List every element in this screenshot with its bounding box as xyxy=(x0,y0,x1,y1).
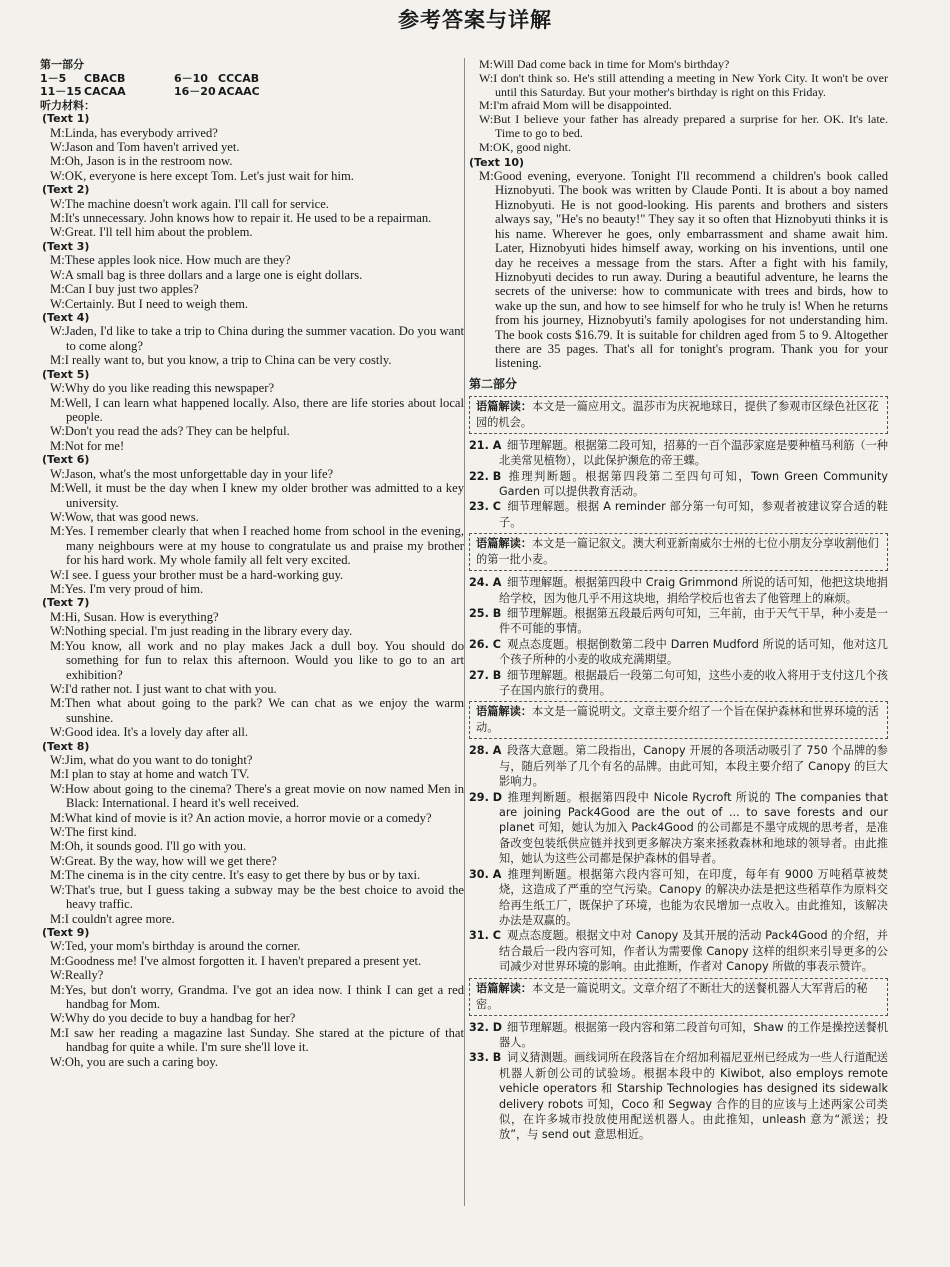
utterance: Will Dad come back in time for Mom's birthday? xyxy=(493,57,730,71)
answer-number: 21. A xyxy=(469,438,502,452)
dialogue-line xyxy=(40,939,464,953)
dialogue-line xyxy=(40,140,464,154)
right-column xyxy=(469,58,888,1143)
speaker: W: xyxy=(50,725,65,740)
text10-speaker: M: xyxy=(479,169,494,184)
utterance: OK, everyone is here except Tom. Let's just wait for him. xyxy=(64,168,354,183)
dialogue-line xyxy=(40,983,464,1012)
answer-number: 31. C xyxy=(469,929,501,943)
speaker: M: xyxy=(50,581,65,596)
text-label: (Text 9) xyxy=(42,925,90,939)
dialogue-line xyxy=(40,424,464,438)
speaker: W: xyxy=(479,70,494,85)
speaker: W: xyxy=(50,939,65,954)
answer-explanation xyxy=(469,1020,888,1051)
utterance: Wow, that was good news. xyxy=(64,509,199,524)
dialogue-line xyxy=(40,126,464,140)
dialogue-line xyxy=(40,825,464,839)
speaker: M: xyxy=(50,868,65,883)
speaker: W: xyxy=(50,825,65,840)
answer-text: 推理判断题。根据第四段第二至四句可知，Town Green Community Garden 可以提供教育活动。 xyxy=(499,469,888,498)
speaker: W: xyxy=(50,624,65,639)
answer-explanation xyxy=(469,790,888,867)
utterance: You know, all work and no play makes Jack a dull boy. You should do something for fun to relax this afternoon. Would you like to go to an art exhibition? xyxy=(64,638,464,682)
answer-key-cell: 11－15 xyxy=(40,85,82,98)
answer-text: 观点态度题。根据倒数第二段中 Darren Mudford 所说的话可知，他对这几个孩子所种的小麦的收成充满期望。 xyxy=(499,637,888,667)
dialogue-line xyxy=(40,1011,464,1025)
utterance: Yes, but don't worry, Grandma. I've got an idea now. I think I can get a red handbag for Mom. xyxy=(64,982,464,1012)
dialogue-line xyxy=(40,610,464,624)
speaker: M: xyxy=(479,139,494,154)
answer-explanation xyxy=(469,1050,888,1142)
text10-body xyxy=(469,169,888,371)
dialogue-line xyxy=(40,767,464,781)
utterance: I don't think so. He's still attending a meeting in New York City. It won't be over until this Saturday. But your mother's birthday is right on this Friday. xyxy=(493,70,888,99)
answer-explanation xyxy=(469,928,888,974)
column-divider xyxy=(464,58,465,1206)
utterance: But I believe your father has already prepared a surprise for her. OK. It's late. Time to go to bed. xyxy=(493,112,888,140)
dialogue-line xyxy=(40,854,464,868)
dialogue-line xyxy=(40,696,464,725)
speaker: W: xyxy=(50,296,65,311)
listening-material-label: 听力材料： xyxy=(40,98,95,112)
utterance: The first kind. xyxy=(64,825,137,840)
utterance: I see. I guess your brother must be a hard-working guy. xyxy=(64,567,344,582)
utterance: Ted, your mom's birthday is around the corner. xyxy=(64,939,301,954)
answer-key-cell: 6－10 xyxy=(174,71,208,85)
summary-head: 语篇解读： xyxy=(476,981,532,995)
dialogue-line xyxy=(40,467,464,481)
utterance: I saw her reading a magazine last Sunday. She stared at the picture of that handbag for quite a while. I'm sure she'll love it. xyxy=(64,1025,464,1055)
utterance: I really want to, but you know, a trip to China can be very costly. xyxy=(64,353,392,368)
utterance: Goodness me! I've almost forgotten it. I haven't prepared a present yet. xyxy=(64,953,422,968)
dialogue-line xyxy=(40,225,464,239)
dialogue-line xyxy=(469,99,888,113)
text-label: (Text 4) xyxy=(42,310,90,324)
summary-head: 语篇解读： xyxy=(476,537,532,551)
speaker: M: xyxy=(50,481,65,496)
utterance: Jason, what's the most unforgettable day in your life? xyxy=(64,466,334,481)
dialogue-line xyxy=(40,968,464,982)
text-label: (Text 3) xyxy=(42,239,90,253)
dialogue-line xyxy=(40,1026,464,1055)
text-label: (Text 7) xyxy=(42,596,90,610)
answer-number: 33. B xyxy=(469,1051,502,1065)
dialogue-line xyxy=(40,268,464,282)
speaker: M: xyxy=(479,57,494,71)
speaker: M: xyxy=(50,609,65,624)
utterance: Not for me! xyxy=(64,438,125,453)
dialogue-line xyxy=(40,868,464,882)
answer-explanation xyxy=(469,575,888,606)
utterance: Then what about going to the park? We can chat as we enjoy the warm sunshine. xyxy=(64,696,464,725)
reading-summary-box xyxy=(469,701,888,739)
reading-summary-box xyxy=(469,978,888,1016)
utterance: Hi, Susan. How is everything? xyxy=(64,609,219,624)
speaker: W: xyxy=(50,567,65,582)
answer-explanation xyxy=(469,499,888,530)
dialogue-line xyxy=(40,912,464,926)
utterance: The machine doesn't work again. I'll call for service. xyxy=(64,196,329,211)
speaker: M: xyxy=(50,125,65,140)
part1-label: 第一部分 xyxy=(40,58,84,71)
utterance: The cinema is in the city centre. It's easy to get there by bus or by taxi. xyxy=(64,868,421,883)
part2-label: 第二部分 xyxy=(469,376,518,391)
dialogue-line xyxy=(40,624,464,638)
speaker: M: xyxy=(50,524,65,539)
answer-number: 22. B xyxy=(469,469,502,483)
dialogue-line xyxy=(40,639,464,682)
utterance: Jim, what do you want to do tonight? xyxy=(64,753,253,768)
text-label: (Text 8) xyxy=(42,739,90,753)
utterance: Jaden, I'd like to take a trip to China during the summer vacation. Do you want to come along? xyxy=(64,324,464,353)
page-title: 参考答案与详解 xyxy=(398,7,552,32)
speaker: M: xyxy=(50,438,65,453)
utterance: Don't you read the ads? They can be helpful. xyxy=(64,424,290,439)
dialogue-line xyxy=(40,510,464,524)
speaker: W: xyxy=(50,1054,65,1069)
answer-text: 细节理解题。根据最后一段第二句可知，这些小麦的收入将用于支付这几个孩子在国内旅行的费用。 xyxy=(499,668,888,698)
utterance: Really? xyxy=(64,968,104,983)
speaker: W: xyxy=(50,753,65,768)
utterance: Well, it must be the day when I knew my older brother was admitted to a key university. xyxy=(64,481,464,510)
answer-explanation xyxy=(469,668,888,699)
answer-explanation xyxy=(469,743,888,789)
answer-text: 细节理解题。根据第五段最后两句可知，三年前，由于天气干旱，种小麦是一件不可能的事情。 xyxy=(499,607,888,636)
text9-continued xyxy=(469,58,888,155)
utterance: Oh, Jason is in the restroom now. xyxy=(64,154,233,169)
speaker: W: xyxy=(50,968,65,983)
speaker: M: xyxy=(50,211,65,226)
utterance: Yes. I'm very proud of him. xyxy=(64,581,204,596)
speaker: W: xyxy=(50,466,65,481)
dialogue-line xyxy=(40,725,464,739)
answer-number: 24. A xyxy=(469,576,502,590)
utterance: It's unnecessary. John knows how to repair it. He used to be a repairman. xyxy=(64,211,432,226)
speaker: W: xyxy=(50,225,65,240)
answer-key-cell: 1－5 xyxy=(40,71,67,85)
answer-explanation xyxy=(469,438,888,469)
answer-explanation xyxy=(469,867,888,929)
speaker: W: xyxy=(479,112,494,127)
answer-key-cell: CACAA xyxy=(84,85,126,98)
utterance: I plan to stay at home and watch TV. xyxy=(64,767,250,782)
speaker: W: xyxy=(50,853,65,868)
dialogue-line xyxy=(40,396,464,425)
dialogue-line xyxy=(40,282,464,296)
answer-text: 细节理解题。根据第一段内容和第二段首句可知，Shaw 的工作是操控送餐机器人。 xyxy=(499,1020,888,1049)
utterance: Why do you decide to buy a handbag for her? xyxy=(64,1011,296,1026)
speaker: W: xyxy=(50,267,65,282)
utterance: Oh, it sounds good. I'll go with you. xyxy=(64,839,247,854)
utterance: I'm afraid Mom will be disappointed. xyxy=(493,98,672,113)
utterance: I couldn't agree more. xyxy=(64,911,175,926)
dialogue-line xyxy=(40,253,464,267)
utterance: Great. By the way, how will we get there? xyxy=(64,853,277,868)
dialogue-line xyxy=(40,524,464,567)
utterance: These apples look nice. How much are they? xyxy=(64,253,291,268)
answer-explanation xyxy=(469,469,888,500)
dialogue-line xyxy=(40,324,464,353)
dialogue-line xyxy=(40,954,464,968)
utterance: I'd rather not. I just want to chat with you. xyxy=(64,681,277,696)
speaker: M: xyxy=(50,282,65,297)
speaker: W: xyxy=(50,681,65,696)
speaker: M: xyxy=(50,253,65,268)
dialogue-line xyxy=(40,582,464,596)
speaker: M: xyxy=(50,696,65,711)
answer-key-cell: ACAAC xyxy=(218,85,260,98)
answer-text: 细节理解题。根据 A reminder 部分第一句可知，参观者被建议穿合适的鞋子。 xyxy=(499,500,888,529)
utterance: Nothing special. I'm just reading in the library every day. xyxy=(64,624,353,639)
utterance: Linda, has everybody arrived? xyxy=(64,125,218,140)
reading-summary-box xyxy=(469,396,888,434)
answer-number: 30. A xyxy=(469,867,502,881)
dialogue-line xyxy=(40,169,464,183)
utterance: Yes. I remember clearly that when I reached home from school in the evening, many neighbours were at my house to congratulate us and praise my brother for his hard work. My whole family all felt very excited. xyxy=(64,524,464,568)
text10-label: (Text 10) xyxy=(469,155,525,169)
dialogue-line xyxy=(40,1055,464,1069)
utterance: Why do you like reading this newspaper? xyxy=(64,381,275,396)
speaker: W: xyxy=(50,882,65,897)
answer-number: 32. D xyxy=(469,1020,502,1034)
text-label: (Text 1) xyxy=(42,112,90,125)
left-column xyxy=(40,58,464,1069)
speaker: W: xyxy=(50,509,65,524)
speaker: M: xyxy=(50,353,65,368)
dialogue-line xyxy=(469,113,888,141)
text-label: (Text 5) xyxy=(42,367,90,381)
answer-number: 26. C xyxy=(469,637,501,651)
dialogue-line xyxy=(40,211,464,225)
answer-text: 细节理解题。根据第二段可知，招募的一百个温莎家庭是要种植马利筋（一种北美常见植物），以此保护濒危的帝王蝶。 xyxy=(499,438,888,468)
speaker: M: xyxy=(479,98,494,113)
dialogue-line xyxy=(40,381,464,395)
utterance: How about going to the cinema? There's a great movie on now named Men in Black: International. I heard it's well received. xyxy=(64,781,464,811)
answer-text: 观点态度题。根据文中对 Canopy 及其开展的活动 Pack4Good 的介绍，并结合最后一段内容可知，作者认为需要像 Canopy 这样的组织来引导更多的公司减少对世界环境的影响。由此推断，作者对 Canopy 所做的事表示赞许。 xyxy=(499,929,888,974)
answer-number: 23. C xyxy=(469,500,501,514)
answer-number: 27. B xyxy=(469,668,502,682)
answer-key-row xyxy=(40,85,464,99)
speaker: W: xyxy=(50,168,65,183)
answer-explanation xyxy=(469,637,888,668)
speaker: W: xyxy=(50,381,65,396)
answer-text: 细节理解题。根据第四段中 Craig Grimmond 所说的话可知，他把这块地捐给学校，因为他几乎不用这块地，捐给学校后也省去了他管理上的麻烦。 xyxy=(499,576,888,605)
answer-number: 28. A xyxy=(469,744,502,758)
dialogue-line xyxy=(40,297,464,311)
utterance: That's true, but I guess taking a subway may be the best choice to avoid the heavy traffic. xyxy=(64,882,464,912)
dialogue-line xyxy=(40,811,464,825)
dialogue-line xyxy=(40,568,464,582)
answer-key-rows xyxy=(40,72,464,99)
speaker: M: xyxy=(50,810,65,825)
utterance: A small bag is three dollars and a large one is eight dollars. xyxy=(64,267,363,282)
dialogue-line xyxy=(40,883,464,912)
speaker: M: xyxy=(50,395,65,410)
dialogue-line xyxy=(40,839,464,853)
speaker: W: xyxy=(50,1011,65,1026)
speaker: M: xyxy=(50,1025,65,1040)
utterance: What kind of movie is it? An action movie, a horror movie or a comedy? xyxy=(64,810,432,825)
speaker: M: xyxy=(50,154,65,169)
dialogue-line xyxy=(469,58,888,72)
summary-head: 语篇解读： xyxy=(476,705,532,719)
text-label: (Text 2) xyxy=(42,183,90,197)
speaker: W: xyxy=(50,424,65,439)
dialogue-line xyxy=(40,481,464,510)
answer-text: 推理判断题。根据第四段中 Nicole Rycroft 所说的 The companies that are joining Pack4Good are the out of ... to save forests and our planet 可知，她认为加入 Pack4Good 的公司都是不墨守成规的思考者，是准备改变包装纸供应链并找到更多解决方案来拯救森林和地球的领导者。由此推知，她认为这些公司都是保护森林的倡导者。 xyxy=(499,790,888,866)
answer-key-cell: 16－20 xyxy=(174,85,216,98)
dialogue-line xyxy=(40,782,464,811)
utterance: Jason and Tom haven't arrived yet. xyxy=(64,139,240,154)
speaker: M: xyxy=(50,953,65,968)
dialogue-line xyxy=(40,439,464,453)
dialogue-line xyxy=(469,72,888,100)
answer-number: 25. B xyxy=(469,607,502,621)
utterance: Certainly. But I need to weigh them. xyxy=(64,296,249,311)
listening-texts xyxy=(40,112,464,1069)
utterance: Great. I'll tell him about the problem. xyxy=(64,225,253,240)
dialogue-line xyxy=(40,154,464,168)
utterance: Good idea. It's a lovely day after all. xyxy=(64,725,248,740)
answer-key-row xyxy=(40,72,464,86)
dialogue-line xyxy=(469,141,888,155)
answer-text: 推理判断题。根据第六段内容可知，在印度，每年有 9000 万吨稻草被焚烧，这造成了严重的空气污染。Canopy 的解决办法是把这些稻草作为原料交给再生纸工厂，既保护了环境，也能为农民增加一点收入。由此推知，该解决办法是双赢的。 xyxy=(499,867,888,927)
summary-text: 本文是一篇应用文。温莎市为庆祝地球日，提供了参观市区绿色社区花园的机会。 xyxy=(476,399,879,429)
summary-head: 语篇解读： xyxy=(476,399,532,413)
speaker: W: xyxy=(50,324,65,339)
answer-text: 词义猜测题。画线词所在段落旨在介绍加利福尼亚州已经成为一些人行道配送机器人新创公司的试验场。根据本段中的 Kiwibot, also employs remote vehicle operators 和 Starship Technologies has designed its sidewalk delivery robots 可知，Coco 和 Segway 合作的目的应该与上述两家公司类似，在许多城市投放使用配送机器人。由此推知，unleash 意为“派送；投放”，与 send out 意思相近。 xyxy=(499,1051,888,1142)
text-label: (Text 6) xyxy=(42,453,90,467)
speaker: W: xyxy=(50,781,65,796)
speaker: M: xyxy=(50,911,65,926)
speaker: M: xyxy=(50,982,65,997)
speaker: M: xyxy=(50,839,65,854)
speaker: M: xyxy=(50,638,65,653)
speaker: M: xyxy=(50,767,65,782)
reading-summary-box xyxy=(469,533,888,571)
answer-explanation xyxy=(469,606,888,637)
dialogue-line xyxy=(40,197,464,211)
summary-text: 本文是一篇说明文。文章主要介绍了一个旨在保护森林和世界环境的活动。 xyxy=(476,705,879,735)
speaker: W: xyxy=(50,196,65,211)
summary-text: 本文是一篇说明文。文章介绍了不断壮大的送餐机器人大军背后的秘密。 xyxy=(476,981,868,1011)
answer-key-cell: CBACB xyxy=(84,71,126,85)
dialogue-line xyxy=(40,753,464,767)
dialogue-line xyxy=(40,353,464,367)
answer-number: 29. D xyxy=(469,790,502,804)
part2-answers xyxy=(469,396,888,1143)
speaker: W: xyxy=(50,139,65,154)
utterance: Can I buy just two apples? xyxy=(64,282,199,297)
text10-text: Good evening, everyone. Tonight I'll recommend a children's book called Hiznobyuti. The book was written by Claude Ponti. It is about a boy named Hiznobyuti. He is not good-looking. His parents and brothers and sisters always say, "He's no beauty!" They say it so often that Hiznobyuti thinks it is his name. Wherever he goes, only embarrassment and shame await him. Later, Hiznobyuti hides himself away, working on his inventions, until one day he receives a message from the stars. After a fight with his family, Hiznobyuti decides to run away. During a beautiful adventure, he learns the secrets of the universe: how to communicate with trees and birds, how to wake up the sun, and how to see himself for who he truly is! When he returns from his journey, Hiznobyuti's family apologises for not understanding him. The book costs $16.79. It is suitable for children aged from 5 to 9. Altogether there are 35 pages. That's all for tonight's program. Thank you for your listening. xyxy=(493,169,888,371)
answer-key-cell: CCCAB xyxy=(218,71,260,85)
answer-text: 段落大意题。第二段指出，Canopy 开展的各项活动吸引了 750 个品牌的参与，随后列举了几个有名的品牌。由此可知，本段主要介绍了 Canopy 的巨大影响力。 xyxy=(499,744,888,789)
summary-text: 本文是一篇记叙文。澳大利亚新南威尔士州的七位小朋友分享收割他们的第一批小麦。 xyxy=(476,537,879,567)
utterance: Oh, you are such a caring boy. xyxy=(64,1054,218,1069)
utterance: OK, good night. xyxy=(493,139,572,154)
utterance: Well, I can learn what happened locally. Also, there are life stories about local people. xyxy=(64,395,464,424)
dialogue-line xyxy=(40,682,464,696)
